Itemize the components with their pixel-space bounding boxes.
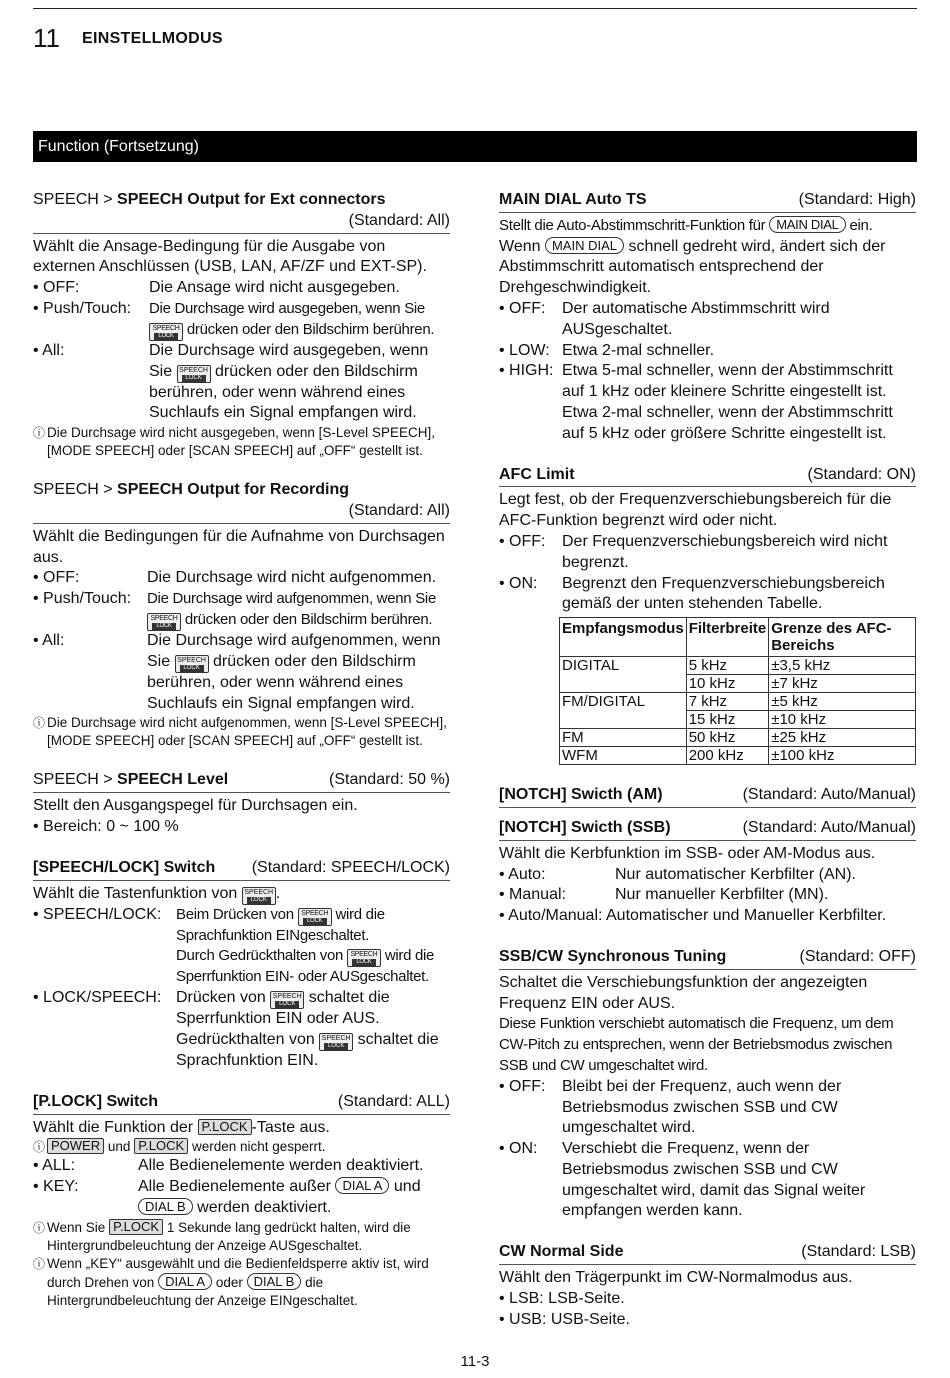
option-lsb: • LSB: LSB-Seite. <box>499 1289 625 1307</box>
section-title <box>33 480 450 524</box>
option-text: Der automatische Abstimmschritt wird AUSgeschaltet. <box>562 299 830 338</box>
afc-table <box>559 617 916 765</box>
power-key-icon: POWER <box>47 1138 104 1154</box>
option-text: Die Durchsage wird nicht aufgenommen. <box>147 569 437 587</box>
table-cell <box>560 675 687 693</box>
section-title <box>499 818 916 841</box>
table-header: Empfangsmodus <box>560 618 687 657</box>
option-text: Bleibt bei der Frequenz, auch wenn der Betriebsmodus zwischen SSB und CW umgeschaltet wird. <box>562 1077 842 1137</box>
option-text: Beim Drücken von SPEECH LOCK wird die Sprachfunktion EINgeschaltet. Durch Gedrückthalten von SPEECH LOCK wird die Sperrfunktion EIN- oder AUSgeschaltet. <box>176 905 435 986</box>
option-text-b: drücken oder den Bildschirm berühren, oder wenn während eines Suchlaufs ein Signal empfangen wird. <box>149 362 418 422</box>
standard-value: (Standard: All) <box>348 501 450 519</box>
info-note <box>33 714 450 750</box>
page-number: 11-3 <box>460 1353 490 1370</box>
note-text: Die Durchsage wird nicht aufgenommen, wenn [S-Level SPEECH], [MODE SPEECH] oder [SCAN SPEECH] auf „OFF“ gestellt ist. <box>47 715 447 749</box>
standard-value: (Standard: Auto/Manual) <box>742 818 916 836</box>
table-cell: 10 kHz <box>686 675 769 693</box>
table-row <box>560 711 916 729</box>
table-cell: ±5 kHz <box>769 693 916 711</box>
option-label: • Push/Touch: <box>33 590 132 608</box>
section-description: Stellt den Ausgangspegel für Durchsagen ein. <box>33 797 358 815</box>
option-auto-manual: • Auto/Manual: Automatischer und Manueller Kerbfilter. <box>499 907 887 925</box>
table-cell: 200 kHz <box>686 747 769 765</box>
option-on <box>499 574 916 616</box>
option-label: • Manual: <box>499 886 566 904</box>
option-text <box>147 631 450 714</box>
right-column <box>499 190 916 1350</box>
info-note: ⓘ POWER und P.LOCK werden nicht gesperrt. <box>33 1138 326 1155</box>
section-notch-am <box>499 785 916 808</box>
table-cell: 50 kHz <box>686 729 769 747</box>
standard-value: (Standard: OFF) <box>799 947 916 965</box>
table-cell: ±25 kHz <box>769 729 916 747</box>
option-text: Etwa 5-mal schneller, wenn der Abstimmschritt auf 1 kHz oder kleinere Schritte eingestellt ist. Etwa 2-mal schneller, wenn der Abstimmschritt auf 5 kHz oder größere Schritte eingestellt ist. <box>562 362 893 442</box>
standard-value: (Standard: LSB) <box>801 1243 916 1261</box>
dial-a-icon: DIAL A <box>158 1273 212 1290</box>
section-title <box>33 190 450 234</box>
option-text-b: drücken oder den Bildschirm berühren, oder wenn während eines Suchlaufs ein Signal empfangen wird. <box>147 652 416 712</box>
option-label: • OFF: <box>499 1077 546 1095</box>
option-text: Die Ansage wird nicht ausgegeben. <box>149 279 400 297</box>
option-text: Alle Bedienelemente werden deaktiviert. <box>138 1157 424 1175</box>
option-text: Nur automatischer Kerbfilter (AN). <box>615 865 856 883</box>
option-off <box>33 278 450 299</box>
section-speech-ext <box>33 190 450 460</box>
table-cell: 15 kHz <box>686 711 769 729</box>
option-off <box>33 568 450 589</box>
option-label: • Auto: <box>499 865 546 883</box>
section-description: Wählt die Funktion der P.LOCK -Taste aus. <box>33 1118 330 1136</box>
option-on <box>499 1139 916 1222</box>
info-icon: ⓘ <box>33 1256 46 1271</box>
option-all <box>33 631 450 714</box>
option-text-b: drücken oder den Bildschirm berühren. <box>186 320 435 338</box>
option-label: • ALL: <box>33 1157 76 1175</box>
option-label: • ON: <box>499 574 538 592</box>
dial-b-icon: DIAL B <box>247 1273 302 1290</box>
table-cell: FM/DIGITAL <box>560 693 687 711</box>
title-name: SPEECH Output for Ext connectors <box>117 191 386 208</box>
section-title <box>33 858 450 881</box>
speech-lock-key-icon: SPEECH LOCK <box>177 365 211 383</box>
note-text: Die Durchsage wird nicht ausgegeben, wenn [S-Level SPEECH], [MODE SPEECH] oder [SCAN SPEECH] auf „OFF“ gestellt ist. <box>47 425 435 459</box>
info-icon: ⓘ <box>33 426 46 441</box>
table-row <box>560 657 916 675</box>
option-label: • OFF: <box>499 299 546 317</box>
section-description: Wählt die Tastenfunktion von SPEECH LOCK . <box>33 884 281 903</box>
range-text: • Bereich: 0 ~ 100 % <box>33 817 179 835</box>
info-note: ⓘ Wenn Sie P.LOCK 1 Sekunde lang gedrückt halten, wird die Hintergrundbeleuchtung der Anzeige AUSgeschaltet. <box>33 1218 411 1253</box>
section-title <box>499 1242 916 1265</box>
option-label: • LOW: <box>499 341 550 359</box>
option-push-touch <box>33 299 450 341</box>
option-text <box>147 589 450 631</box>
standard-value: (Standard: High) <box>798 191 916 208</box>
option-off <box>499 1077 916 1139</box>
chapter-title: EINSTELLMODUS <box>82 30 223 47</box>
title-name: [SPEECH/LOCK] Switch <box>33 858 216 876</box>
speech-lock-key-icon: SPEECH LOCK <box>319 1033 353 1051</box>
title-name: MAIN DIAL Auto TS <box>499 191 647 208</box>
option-text: Verschiebt die Frequenz, wenn der Betriebsmodus zwischen SSB und CW umgeschaltet wird, damit das Signal weiter empfangen werden kann. <box>562 1140 866 1220</box>
plock-key-icon: P.LOCK <box>109 1219 163 1235</box>
title-name: SSB/CW Synchronous Tuning <box>499 947 727 965</box>
main-dial-icon: MAIN DIAL <box>769 216 845 233</box>
section-title <box>33 1092 450 1115</box>
dial-a-icon: DIAL A <box>335 1177 389 1194</box>
speech-lock-key-icon: SPEECH LOCK <box>347 949 381 967</box>
speech-lock-key-icon: SPEECH LOCK <box>270 991 304 1009</box>
section-title <box>499 947 916 970</box>
option-all <box>33 1156 450 1177</box>
option-all <box>33 341 450 424</box>
option-text: Begrenzt den Frequenzverschiebungsbereich gemäß der unten stehenden Tabelle. <box>562 574 885 613</box>
section-speech-level <box>33 770 450 837</box>
option-text: Der Frequenzverschiebungsbereich wird nicht begrenzt. <box>562 532 888 571</box>
main-dial-icon: MAIN DIAL <box>545 237 624 254</box>
option-text: Nur manueller Kerbfilter (MN). <box>615 886 829 904</box>
table-cell: 7 kHz <box>686 693 769 711</box>
section-speech-recording <box>33 480 450 750</box>
table-cell: ±10 kHz <box>769 711 916 729</box>
table-cell: ±3,5 kHz <box>769 657 916 675</box>
title-name: [NOTCH] Swicth (SSB) <box>499 818 671 836</box>
standard-value: (Standard: SPEECH/LOCK) <box>251 858 450 876</box>
section-description-2: Wenn MAIN DIAL schnell gedreht wird, ändert sich der Abstimmschritt automatisch entsprechend der Drehgeschwindigkeit. <box>499 237 886 297</box>
option-text-a: Die Durchsage wird aufgenommen, wenn Sie <box>147 631 441 670</box>
section-description: Schaltet die Verschiebungsfunktion der angezeigten Frequenz EIN oder AUS. <box>499 973 868 1012</box>
header-rule <box>33 8 917 9</box>
table-row <box>560 675 916 693</box>
speech-lock-key-icon: SPEECH LOCK <box>298 908 332 926</box>
option-text-b: drücken oder den Bildschirm berühren. <box>184 610 433 628</box>
option-text: Alle Bedienelemente außer DIAL A und DIAL B werden deaktiviert. <box>138 1178 421 1216</box>
table-row <box>560 729 916 747</box>
option-speech-lock <box>33 905 450 989</box>
section-title <box>499 465 916 488</box>
option-usb: • USB: USB-Seite. <box>499 1310 630 1328</box>
option-text: Drücken von SPEECH LOCK schaltet die Sperrfunktion EIN oder AUS. Gedrückthalten von SPEECH LOCK schaltet die Sprachfunktion EIN. <box>176 989 439 1069</box>
section-title <box>499 190 916 213</box>
speech-lock-key-icon: SPEECH LOCK <box>149 323 183 341</box>
section-ssb-cw-sync <box>499 947 916 1222</box>
section-description: Wählt die Ansage-Bedingung für die Ausgabe von externen Anschlüssen (USB, LAN, AF/ZF und EXT-SP). <box>33 237 427 276</box>
table-cell: DIGITAL <box>560 657 687 675</box>
speech-lock-key-icon: SPEECH LOCK <box>242 887 276 905</box>
title-prefix: SPEECH > <box>33 771 118 789</box>
option-text <box>149 341 450 424</box>
option-key <box>33 1177 450 1219</box>
section-description: Wählt die Kerbfunktion im SSB- oder AM-Modus aus. <box>499 844 876 862</box>
option-label: • Push/Touch: <box>33 299 132 317</box>
table-header: Filterbreite <box>686 618 769 657</box>
info-icon: ⓘ <box>33 1220 46 1235</box>
table-header: Grenze des AFC-Bereichs <box>769 618 916 657</box>
section-afc-limit <box>499 465 916 766</box>
table-cell <box>560 711 687 729</box>
option-text-a: Die Durchsage wird ausgegeben, wenn Sie <box>149 341 429 380</box>
option-manual <box>499 885 916 906</box>
left-column <box>33 190 450 1330</box>
title-name: AFC Limit <box>499 465 575 483</box>
option-label: • HIGH: <box>499 362 554 380</box>
section-notch-ssb <box>499 818 916 927</box>
option-label: • OFF: <box>33 569 80 587</box>
option-text <box>149 299 450 341</box>
option-label: • LOCK/SPEECH: <box>33 989 162 1007</box>
section-cw-normal-side <box>499 1242 916 1330</box>
section-description: Wählt die Bedingungen für die Aufnahme von Durchsagen aus. <box>33 527 445 566</box>
table-cell: ±100 kHz <box>769 747 916 765</box>
option-auto <box>499 865 916 886</box>
option-label: • All: <box>33 341 65 359</box>
option-label: • ON: <box>499 1140 538 1158</box>
info-icon: ⓘ <box>33 1140 46 1155</box>
option-high <box>499 361 916 444</box>
section-title <box>33 770 450 793</box>
dial-b-icon: DIAL B <box>138 1198 193 1215</box>
title-name: SPEECH Output for Recording <box>117 481 350 499</box>
table-cell: WFM <box>560 747 687 765</box>
standard-value: (Standard: Auto/Manual) <box>742 786 916 804</box>
section-main-dial-auto-ts <box>499 190 916 445</box>
option-label: • SPEECH/LOCK: <box>33 905 162 923</box>
title-name: SPEECH Level <box>117 771 229 789</box>
option-low <box>499 341 916 362</box>
section-description: Stellt die Auto-Abstimmschritt-Funktion für MAIN DIAL ein. <box>499 216 873 234</box>
option-lock-speech <box>33 988 450 1072</box>
option-label: • All: <box>33 631 65 649</box>
standard-value: (Standard: ON) <box>807 465 916 483</box>
desc-text: Wählt die Tastenfunktion von <box>33 884 238 902</box>
info-note <box>33 424 450 460</box>
section-description: Legt fest, ob der Frequenzverschiebungsbereich für die AFC-Funktion begrenzt wird oder nicht. <box>499 491 892 530</box>
chapter-number: 11 <box>33 23 60 53</box>
table-row <box>560 747 916 765</box>
plock-key-icon: P.LOCK <box>134 1138 188 1154</box>
table-row <box>560 693 916 711</box>
option-off <box>499 299 916 341</box>
option-text: Etwa 2-mal schneller. <box>562 341 715 359</box>
option-label: • KEY: <box>33 1178 79 1196</box>
section-description-2: Diese Funktion verschiebt automatisch die Frequenz, um dem CW-Pitch zu entsprechen, wenn der Betriebsmodus zwischen SSB und CW umgeschaltet wird. <box>499 1015 894 1074</box>
section-title <box>499 785 916 808</box>
table-cell: ±7 kHz <box>769 675 916 693</box>
standard-value: (Standard: All) <box>348 211 450 229</box>
option-push-touch <box>33 589 450 631</box>
option-off <box>499 532 916 574</box>
option-text-a: Die Durchsage wird ausgegeben, wenn Sie <box>149 299 425 317</box>
speech-lock-key-icon: SPEECH LOCK <box>147 613 181 631</box>
title-name: [P.LOCK] Switch <box>33 1092 159 1110</box>
section-description: Wählt den Trägerpunkt im CW-Normalmodus aus. <box>499 1269 853 1287</box>
info-note: ⓘ Wenn „KEY“ ausgewählt und die Bedienfeldsperre aktiv ist, wird durch Drehen von DIAL A oder DIAL B die Hintergrundbeleuchtung der Anzeige EINgeschaltet. <box>33 1255 429 1308</box>
section-speech-lock-switch <box>33 858 450 1072</box>
plock-key-icon: P.LOCK <box>198 1119 252 1135</box>
function-bar: Function (Fortsetzung) <box>33 131 917 162</box>
title-prefix: SPEECH > <box>33 481 118 499</box>
info-icon: ⓘ <box>33 716 46 731</box>
title-name: CW Normal Side <box>499 1243 624 1261</box>
option-label: • OFF: <box>33 279 80 297</box>
standard-value: (Standard: 50 %) <box>329 771 450 789</box>
section-plock-switch <box>33 1092 450 1310</box>
speech-lock-key-icon: SPEECH LOCK <box>175 655 209 673</box>
title-prefix: SPEECH > <box>33 191 118 208</box>
table-cell: 5 kHz <box>686 657 769 675</box>
standard-value: (Standard: ALL) <box>337 1092 450 1110</box>
option-text-a: Die Durchsage wird aufgenommen, wenn Sie <box>147 590 436 608</box>
title-name: [NOTCH] Swicth (AM) <box>499 786 663 804</box>
table-cell: FM <box>560 729 687 747</box>
option-label: • OFF: <box>499 532 546 550</box>
